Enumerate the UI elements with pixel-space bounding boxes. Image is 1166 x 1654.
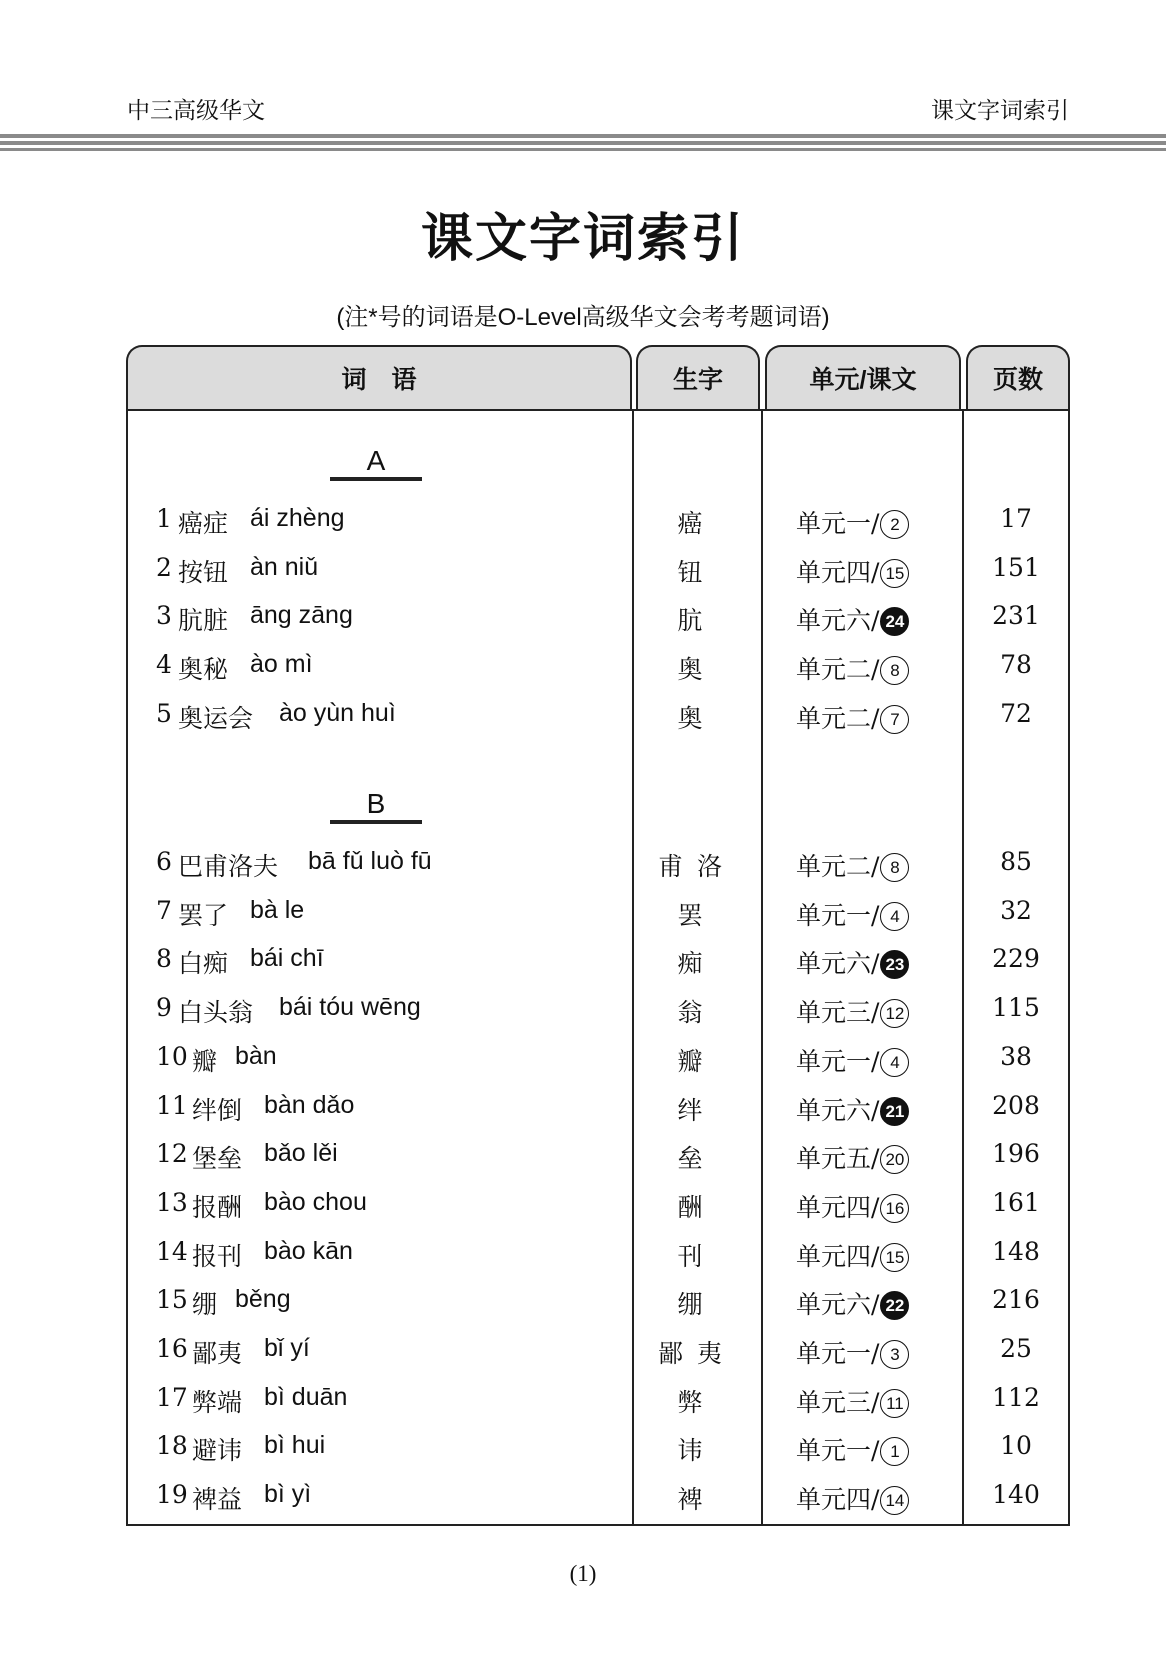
entry-pinyin: bái chī [250, 944, 324, 973]
entry-word: 绷 [192, 1290, 218, 1320]
entry-pinyin: ào yùn huì [279, 698, 396, 727]
entry-unit: 单元四/ [796, 1241, 880, 1271]
entry-unit-lesson [796, 1091, 909, 1127]
lesson-circled-number: 21 [880, 1097, 909, 1126]
entry-word: 报酬 [192, 1192, 243, 1222]
entry-unit: 单元一/ [796, 1339, 880, 1368]
lesson-circled-number: 8 [880, 853, 909, 882]
entry-number: 2 [156, 552, 172, 582]
table-row [126, 597, 1070, 637]
column-header-words: 词 语 [126, 345, 632, 409]
entry-new-char: 鄙夷 [657, 1339, 736, 1368]
note-text: (注*号的词语是O-Level高级华文会考考题词语) [336, 304, 830, 331]
entry-number: 16 [156, 1334, 188, 1363]
entry-pinyin: bā fǔ luò fū [308, 847, 432, 875]
entry-unit-lesson [796, 601, 909, 637]
entry-unit: 单元一/ [796, 1046, 880, 1076]
entry-number: 19 [156, 1480, 188, 1510]
section-letter: A [366, 445, 386, 476]
section-letter: B [366, 788, 386, 819]
page-title: 课文字词索引 [420, 210, 745, 268]
entry-number: 11 [156, 1090, 188, 1120]
entry-page: 25 [1000, 1334, 1032, 1363]
table-row [126, 1330, 1070, 1370]
entry-number: 15 [156, 1285, 188, 1315]
entry-unit: 单元二/ [796, 655, 880, 685]
entry-page: 216 [992, 1285, 1040, 1315]
entry-pinyin: bào chou [264, 1187, 367, 1216]
table-row [126, 1184, 1070, 1224]
entry-unit-lesson [796, 650, 909, 686]
entry-pinyin: ái zhèng [250, 504, 345, 532]
section-letter-underline [330, 477, 422, 481]
running-header-book-title: 中三高级华文 [127, 97, 265, 123]
entry-unit-lesson [796, 553, 909, 589]
entry-unit: 单元四/ [796, 557, 880, 587]
entry-number: 9 [156, 993, 172, 1023]
lesson-circled-number: 3 [880, 1340, 909, 1369]
entry-new-char: 罢 [677, 900, 717, 930]
entry-number: 3 [156, 601, 172, 631]
entry-number: 6 [156, 847, 172, 876]
entry-page: 32 [1000, 895, 1032, 925]
entry-page: 161 [992, 1187, 1040, 1217]
table-row [126, 1281, 1070, 1321]
entry-page: 151 [992, 552, 1040, 582]
entry-unit: 单元四/ [796, 1192, 880, 1222]
entry-page: 78 [1000, 650, 1032, 680]
entry-unit-lesson [796, 847, 909, 883]
table-row [126, 500, 1070, 540]
entry-new-char: 绊 [677, 1095, 717, 1125]
entry-number: 4 [156, 650, 172, 680]
table-row [126, 1233, 1070, 1273]
header-rule [0, 148, 1166, 151]
table-row [126, 1427, 1070, 1467]
entry-number: 17 [156, 1382, 188, 1412]
entry-word: 罢了 [178, 900, 229, 930]
entry-page: 112 [992, 1382, 1040, 1412]
table-row [126, 1038, 1070, 1078]
entry-unit: 单元四/ [796, 1485, 880, 1515]
lesson-circled-number: 12 [880, 999, 909, 1028]
entry-pinyin: bǎo lěi [264, 1139, 338, 1168]
entry-word: 弊端 [192, 1387, 243, 1417]
lesson-circled-number: 8 [880, 656, 909, 685]
entry-unit-lesson [796, 1139, 909, 1175]
entry-unit-lesson [796, 1383, 909, 1419]
lesson-circled-number: 2 [880, 510, 909, 539]
entry-pinyin: bàn [235, 1041, 277, 1070]
entry-new-char: 肮 [677, 606, 717, 636]
entry-pinyin: bì duān [264, 1382, 348, 1411]
lesson-circled-number: 11 [880, 1389, 909, 1418]
lesson-circled-number: 16 [880, 1194, 909, 1223]
entry-number: 14 [156, 1236, 188, 1266]
entry-pinyin: bào kān [264, 1236, 353, 1265]
entry-new-char: 钮 [677, 557, 717, 587]
entry-unit: 单元三/ [796, 1387, 880, 1417]
entry-page: 208 [992, 1090, 1040, 1120]
entry-unit: 单元六/ [796, 1290, 880, 1320]
entry-new-char: 奥 [677, 703, 717, 733]
column-header-unit-lesson: 单元/课文 [765, 345, 961, 409]
lesson-circled-number: 4 [880, 902, 909, 931]
section-letter-underline [330, 820, 422, 824]
entry-unit-lesson [796, 896, 909, 932]
entry-unit-lesson [796, 993, 909, 1029]
entry-pinyin: bà le [250, 895, 305, 924]
entry-pinyin: āng zāng [250, 601, 353, 630]
entry-word: 白头翁 [178, 998, 254, 1028]
entry-number: 13 [156, 1187, 188, 1217]
entry-word: 按钮 [178, 557, 229, 587]
table-row [126, 892, 1070, 932]
header-rule [0, 134, 1166, 138]
header-rule [0, 141, 1166, 145]
lesson-circled-number: 24 [880, 607, 909, 636]
entry-word: 肮脏 [178, 606, 229, 636]
entry-new-char: 癌 [677, 509, 717, 538]
table-row [126, 843, 1070, 883]
lesson-circled-number: 20 [880, 1145, 909, 1174]
entry-pinyin: bì yì [264, 1480, 312, 1509]
entry-pinyin: bǐ yí [264, 1334, 310, 1362]
entry-unit-lesson [796, 1334, 909, 1370]
table-row [126, 646, 1070, 686]
entry-unit: 单元一/ [796, 1436, 880, 1466]
entry-pinyin: bàn dǎo [264, 1090, 355, 1119]
entry-unit: 单元五/ [796, 1144, 880, 1174]
entry-unit: 单元六/ [796, 1095, 880, 1125]
entry-page: 140 [992, 1480, 1040, 1510]
entry-page: 85 [1000, 847, 1032, 876]
entry-page: 38 [1000, 1041, 1032, 1071]
entry-number: 5 [156, 698, 172, 728]
column-header-page: 页数 [966, 345, 1070, 409]
lesson-circled-number: 15 [880, 1243, 909, 1272]
lesson-circled-number: 22 [880, 1291, 909, 1320]
running-header-section-title: 课文字词索引 [931, 97, 1069, 123]
entry-number: 18 [156, 1431, 188, 1461]
entry-pinyin: àn niǔ [250, 552, 319, 581]
entry-new-char: 酬 [677, 1192, 717, 1222]
entry-word: 避讳 [192, 1436, 243, 1466]
entry-new-char: 翁 [677, 998, 717, 1028]
entry-new-char: 痴 [677, 949, 717, 979]
table-row [126, 549, 1070, 589]
entry-unit: 单元二/ [796, 852, 880, 881]
entry-number: 12 [156, 1139, 188, 1169]
entry-word: 癌症 [178, 509, 229, 538]
entry-word: 堡垒 [192, 1144, 243, 1174]
entry-unit-lesson [796, 504, 909, 540]
entry-new-char: 弊 [677, 1387, 717, 1417]
table-row [126, 989, 1070, 1029]
entry-new-char: 瓣 [677, 1046, 717, 1076]
page-number: (1) [569, 1561, 597, 1586]
entry-pinyin: ào mì [250, 650, 313, 679]
lesson-circled-number: 23 [880, 950, 909, 979]
entry-unit: 单元六/ [796, 606, 880, 636]
column-header-new-char: 生字 [636, 345, 760, 409]
entry-new-char: 奥 [677, 655, 717, 685]
entry-word: 巴甫洛夫 [178, 852, 279, 881]
entry-word: 绊倒 [192, 1095, 243, 1125]
entry-unit: 单元三/ [796, 998, 880, 1028]
entry-number: 7 [156, 895, 172, 925]
entry-new-char: 绷 [677, 1290, 717, 1320]
entry-word: 奥秘 [178, 655, 229, 685]
lesson-circled-number: 1 [880, 1437, 909, 1466]
entry-new-char: 讳 [677, 1436, 717, 1466]
entry-page: 229 [992, 944, 1040, 974]
lesson-circled-number: 4 [880, 1048, 909, 1077]
entry-new-char: 刊 [677, 1241, 717, 1271]
entry-new-char: 裨 [677, 1485, 717, 1515]
table-row [126, 1135, 1070, 1175]
entry-unit-lesson [796, 699, 909, 735]
entry-word: 白痴 [178, 949, 229, 979]
entry-pinyin: bái tóu wēng [279, 993, 421, 1022]
entry-page: 17 [1000, 504, 1032, 533]
entry-unit-lesson [796, 1480, 909, 1516]
entry-page: 72 [1000, 698, 1032, 728]
entry-page: 231 [992, 601, 1040, 631]
lesson-circled-number: 14 [880, 1486, 909, 1515]
entry-new-char: 甫洛 [657, 852, 736, 881]
entry-word: 报刊 [192, 1241, 243, 1271]
table-row [126, 1379, 1070, 1419]
entry-unit: 单元二/ [796, 703, 880, 733]
entry-new-char: 垒 [677, 1144, 717, 1174]
entry-word: 鄙夷 [192, 1339, 243, 1368]
entry-number: 8 [156, 944, 172, 974]
entry-pinyin: běng [235, 1285, 291, 1314]
lesson-circled-number: 7 [880, 705, 909, 734]
entry-page: 10 [1000, 1431, 1032, 1461]
entry-unit-lesson [796, 1431, 909, 1467]
table-row [126, 940, 1070, 980]
entry-unit-lesson [796, 1237, 909, 1273]
entry-unit-lesson [796, 1042, 909, 1078]
table-row [126, 695, 1070, 735]
table-row [126, 1476, 1070, 1516]
entry-number: 1 [156, 504, 172, 533]
entry-page: 148 [992, 1236, 1040, 1266]
entry-unit: 单元六/ [796, 949, 880, 979]
entry-pinyin: bì hui [264, 1431, 326, 1460]
entry-number: 10 [156, 1041, 188, 1071]
table-row [126, 1087, 1070, 1127]
entry-word: 瓣 [192, 1046, 218, 1076]
entry-unit-lesson [796, 1285, 909, 1321]
entry-unit: 单元一/ [796, 900, 880, 930]
entry-page: 196 [992, 1139, 1040, 1169]
entry-unit: 单元一/ [796, 509, 880, 538]
entry-word: 裨益 [192, 1485, 243, 1515]
entry-unit-lesson [796, 1188, 909, 1224]
entry-word: 奥运会 [178, 703, 254, 733]
lesson-circled-number: 15 [880, 559, 909, 588]
entry-page: 115 [992, 993, 1040, 1023]
entry-unit-lesson [796, 944, 909, 980]
